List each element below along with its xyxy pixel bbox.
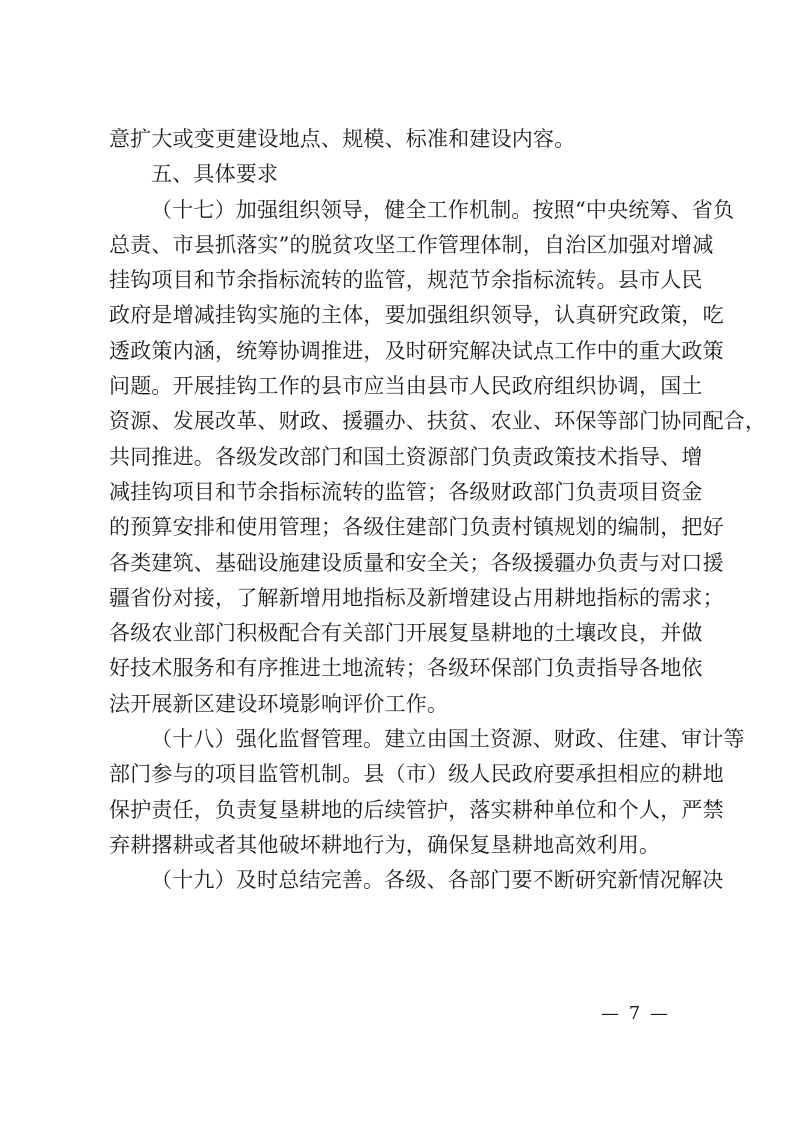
paragraph-nineteen xyxy=(109,863,724,898)
text-line: 保护责任，负责复垦耕地的后续管护，落实耕种单位和个人，严禁 xyxy=(109,797,724,822)
text-line: 弃耕撂耕或者其他破坏耕地行为，确保复垦耕地高效利用。 xyxy=(109,832,661,857)
text-line: 资源、发展改革、财政、援疆办、扶贫、农业、环保等部门协同配合， xyxy=(109,409,767,434)
text-line: 法开展新区建设环境影响评价工作。 xyxy=(109,691,449,716)
paragraph-eighteen xyxy=(109,722,745,863)
text-line: 共同推进。各级发改部门和国土资源部门负责政策技术指导、增 xyxy=(109,444,703,469)
paragraph-continuation xyxy=(109,122,687,157)
text-line: 总责、市县抓落实”的脱贫攻坚工作管理体制，自治区加强对增减 xyxy=(109,232,714,257)
text-line: 透政策内涵，统筹协调推进，及时研究解决试点工作中的重大政策 xyxy=(109,338,724,363)
text-line: 政府是增减挂钩实施的主体，要加强组织领导，认真研究政策，吃 xyxy=(109,303,724,328)
text-line: 各级农业部门积极配合有关部门开展复垦耕地的土壤改良，并做 xyxy=(109,621,703,646)
text-line: 问题。开展挂钩工作的县市应当由县市人民政府组织协调，国土 xyxy=(109,374,703,399)
paragraph-seventeen xyxy=(109,193,767,722)
text-line: （十九）及时总结完善。各级、各部门要不断研究新情况解决 xyxy=(151,868,724,893)
page-number: — 7 — xyxy=(601,1003,670,1024)
text-line: 挂钩项目和节余指标流转的监管，规范节余指标流转。县市人民 xyxy=(109,268,703,293)
text-line: 各类建筑、基础设施建设质量和安全关；各级援疆办负责与对口援 xyxy=(109,550,724,575)
text-line: （十八）强化监督管理。建立由国土资源、财政、住建、审计等 xyxy=(151,727,745,752)
section-heading xyxy=(109,157,687,192)
section-heading-text: 五、具体要求 xyxy=(151,162,279,187)
text-line: 疆省份对接，了解新增用地指标及新增建设占用耕地指标的需求； xyxy=(109,585,724,610)
text-line: 的预算安排和使用管理；各级住建部门负责村镇规划的编制，把好 xyxy=(109,515,724,540)
text-line: 减挂钩项目和节余指标流转的监管；各级财政部门负责项目资金 xyxy=(109,479,703,504)
text-line: （十七）加强组织领导，健全工作机制。按照“中央统筹、省负 xyxy=(151,197,735,222)
text-line: 意扩大或变更建设地点、规模、标准和建设内容。 xyxy=(109,127,576,151)
text-line: 部门参与的项目监管机制。县（市）级人民政府要承担相应的耕地 xyxy=(109,762,724,787)
text-line: 好技术服务和有序推进土地流转；各级环保部门负责指导各地依 xyxy=(109,656,703,681)
body-text xyxy=(109,122,767,899)
